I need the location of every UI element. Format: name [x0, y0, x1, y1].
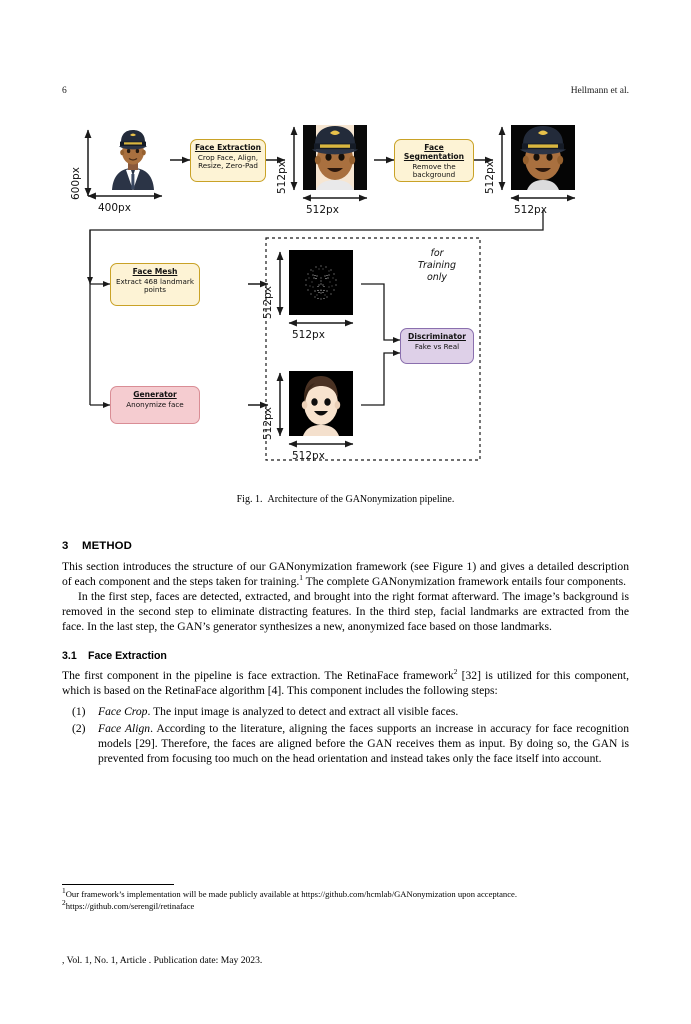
fe-para-b: [32] is utilized for this component, which is based on the RetinaFace algorithm [4]. This component includes the following steps: [62, 669, 629, 698]
face-landmarks-image [289, 250, 353, 315]
process-box-face-extraction[interactable] [190, 139, 266, 182]
footnote-text: Our framework’s implementation will be made publicly available at https://github.com/hcmlab/GANonymization upon acceptance. [65, 889, 517, 899]
dim-generated-height: 512px [262, 407, 274, 440]
page-number: 6 [62, 86, 67, 96]
box-desc: Remove the background [412, 161, 456, 180]
page-footer: , Vol. 1, No. 1, Article . Publication date: May 2023. [62, 955, 263, 966]
step-lead: Face Crop [98, 705, 148, 719]
box-title: Face Segmentation [403, 143, 465, 161]
input-image [102, 124, 164, 190]
step-text: . The input image is analyzed to detect and extract all visible faces. [147, 705, 459, 719]
footnote-ref-1[interactable]: 1 [299, 573, 303, 583]
box-desc: Extract 468 landmark points [115, 276, 195, 295]
footnote-ref-2[interactable]: 2 [453, 667, 458, 677]
running-head [62, 86, 629, 100]
face-extraction-steps [62, 704, 629, 765]
dim-segmented-width: 512px [514, 204, 547, 216]
section-heading-method [62, 540, 629, 552]
step-lead: Face Align [98, 721, 151, 735]
box-title: Face Extraction [194, 143, 262, 152]
box-desc: Crop Face, Align, Resize, Zero-Pad [197, 152, 259, 171]
process-box-discriminator[interactable] [400, 328, 474, 364]
footnote-rule [62, 884, 174, 885]
figure-1 [62, 118, 629, 478]
box-title: Discriminator [408, 332, 466, 341]
dim-segmented-height: 512px [484, 161, 496, 194]
caption-text: Architecture of the GANonymization pipeline. [267, 494, 455, 505]
dim-landmarks-width: 512px [292, 329, 325, 341]
section-title: METHOD [82, 540, 132, 552]
step-text: . According to the literature, aligning the faces supports an increase in accuracy for face recognition models [29]. Therefore, the faces are aligned before the GAN receives them as input. By doing so, the GAN is prevented from focusing too much on the head orientation and instead takes only the face itself into account. [98, 721, 630, 765]
footnote-marker: 1 [62, 886, 66, 896]
generated-face-image [289, 371, 353, 436]
box-desc: Anonymize face [126, 399, 184, 409]
box-desc: Fake vs Real [414, 341, 460, 351]
process-box-generator[interactable] [110, 386, 200, 424]
subsection-number: 3.1 [62, 650, 77, 663]
dim-input-width: 400px [98, 202, 131, 214]
list-item [62, 704, 629, 719]
extracted-face-image [303, 125, 367, 190]
list-marker: (2) [72, 721, 86, 735]
training-only-note: for Training only [417, 248, 457, 284]
footnote-text: https://github.com/serengil/retinaface [65, 900, 195, 911]
figure-caption [62, 494, 629, 505]
footnote-2 [62, 897, 629, 913]
footnotes-block [62, 884, 629, 912]
fe-para-a: The first component in the pipeline is face extraction. The RetinaFace framework [62, 669, 454, 683]
method-para1-a: This section introduces the structure of our GANonymization framework (see Figure 1) and gives a detailed description of each component and the steps taken for training. [62, 560, 629, 589]
list-item [62, 721, 629, 766]
dim-landmarks-height: 512px [262, 286, 274, 319]
subsection-heading-face-extraction [62, 650, 629, 662]
section-number: 3 [62, 540, 69, 552]
process-box-face-segmentation[interactable] [394, 139, 474, 182]
method-para1-b: The complete GANonymization framework entails four components. [302, 575, 627, 589]
process-box-face-mesh[interactable] [110, 263, 200, 306]
method-paragraph-1 [62, 559, 629, 589]
face-extraction-paragraph [62, 668, 629, 698]
segmented-face-image [511, 125, 575, 190]
footnote-1 [62, 886, 629, 901]
dim-extracted-height: 512px [276, 161, 288, 194]
subsection-title: Face Extraction [88, 650, 167, 663]
dim-extracted-width: 512px [306, 204, 339, 216]
dim-input-height: 600px [70, 167, 82, 200]
body-column [62, 540, 629, 767]
list-marker: (1) [72, 705, 86, 719]
method-paragraph-2: In the first step, faces are detected, extracted, and brought into the right format afterward. The image’s background is removed in the second step to eliminate distracting features. In the third step, facial landmarks are extracted from the face. In the last step, the GAN’s generator synthesizes a new, anonymized face based on those landmarks. [62, 590, 629, 634]
footnote-marker: 2 [62, 897, 66, 907]
running-authors: Hellmann et al. [570, 86, 629, 96]
dim-generated-width: 512px [292, 450, 325, 462]
box-title: Face Mesh [132, 267, 178, 276]
caption-label: Fig. 1. [236, 494, 263, 505]
box-title: Generator [133, 390, 177, 399]
